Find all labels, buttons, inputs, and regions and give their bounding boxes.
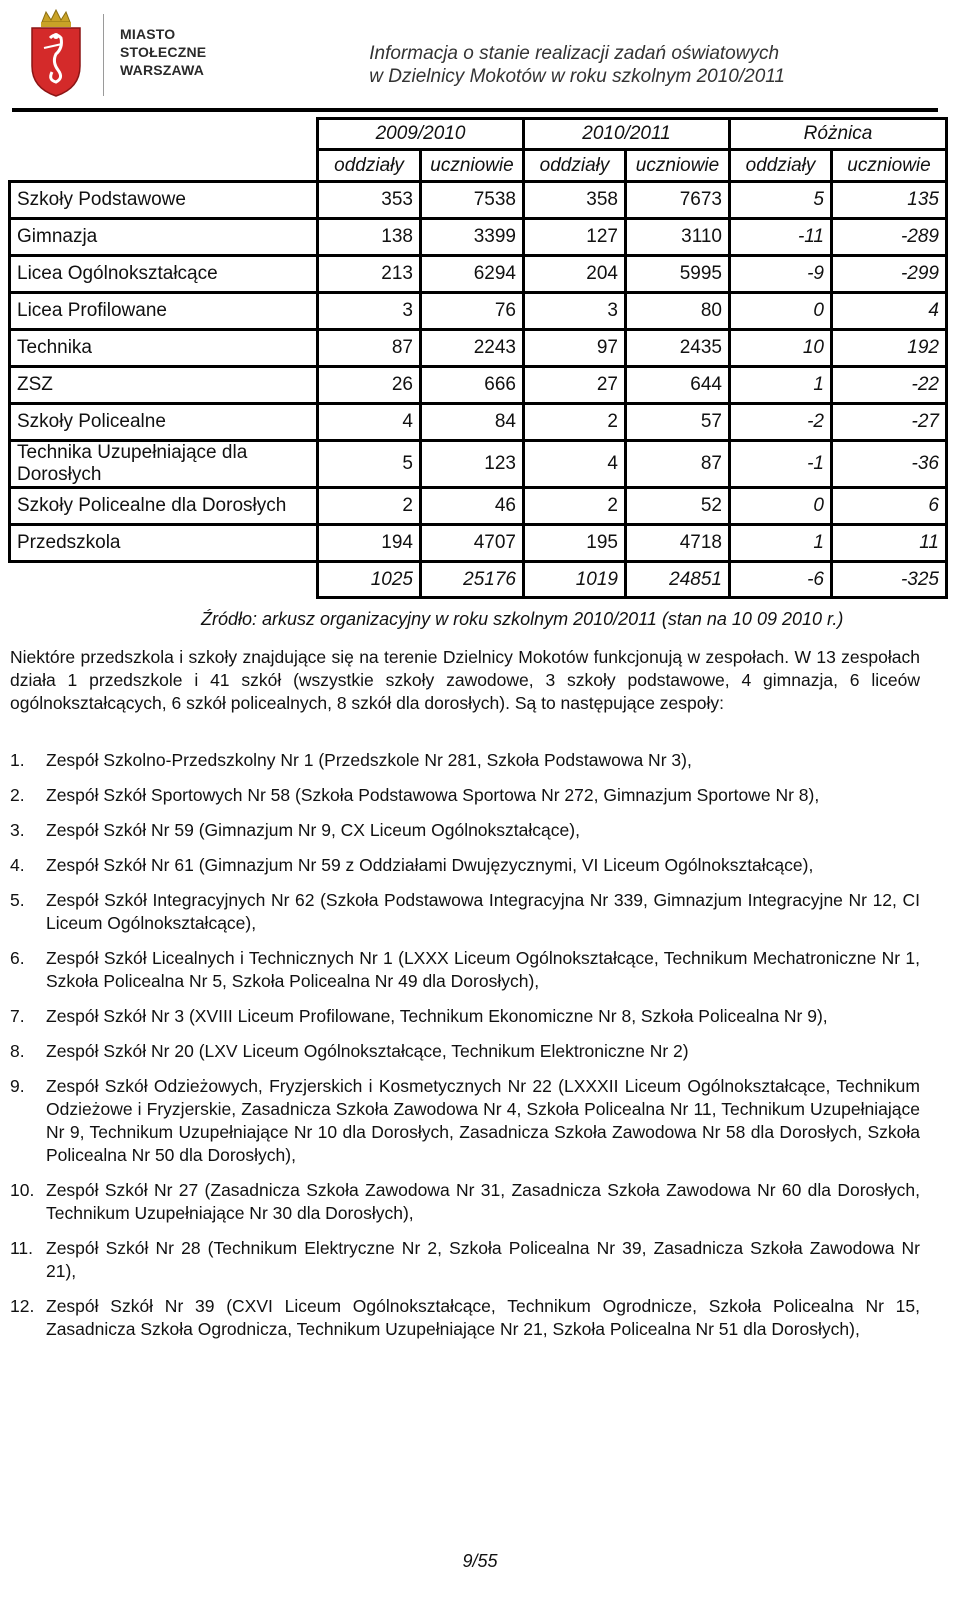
table-row	[10, 219, 947, 256]
difference-cell: -27	[832, 404, 947, 441]
value-cell: 127	[524, 219, 626, 256]
difference-header: Różnica	[730, 119, 947, 150]
value-cell: 213	[318, 256, 421, 293]
year-header: 2009/2010	[318, 119, 524, 150]
list-item-text: Zespół Szkół Nr 61 (Gimnazjum Nr 59 z Oddziałami Dwujęzycznymi, VI Liceum Ogólnokształcące),	[46, 855, 814, 875]
value-cell: 57	[626, 404, 730, 441]
difference-cell: 135	[832, 182, 947, 219]
difference-cell: 0	[730, 488, 832, 525]
document-title-line-2: w Dzielnicy Mokotów w roku szkolnym 2010/2011	[369, 66, 785, 87]
list-item-number: 6.	[10, 948, 25, 968]
difference-cell: 11	[832, 525, 947, 562]
difference-cell: 0	[730, 293, 832, 330]
difference-cell: -289	[832, 219, 947, 256]
value-cell: 2435	[626, 330, 730, 367]
value-cell: 27	[524, 367, 626, 404]
list-item	[10, 1040, 920, 1063]
total-cell: 1025	[318, 562, 421, 598]
value-cell: 2	[524, 488, 626, 525]
list-item-number: 3.	[10, 820, 25, 840]
value-cell: 7673	[626, 182, 730, 219]
table-source-note: Źródło: arkusz organizacyjny w roku szkolnym 2010/2011 (stan na 10 09 2010 r.)	[201, 609, 844, 629]
value-cell: 3	[524, 293, 626, 330]
row-label: ZSZ	[10, 367, 318, 404]
value-cell: 4718	[626, 525, 730, 562]
list-item-number: 10.	[10, 1180, 35, 1200]
value-cell: 4707	[421, 525, 524, 562]
table-row	[10, 182, 947, 219]
document-title-line-1: Informacja o stanie realizacji zadań oświatowych	[369, 43, 780, 64]
logo-line-2: STOŁECZNE	[120, 44, 207, 60]
value-cell: 194	[318, 525, 421, 562]
value-cell: 87	[318, 330, 421, 367]
value-cell: 52	[626, 488, 730, 525]
list-item-number: 5.	[10, 890, 25, 910]
difference-cell: -9	[730, 256, 832, 293]
list-item	[10, 947, 920, 993]
value-cell: 358	[524, 182, 626, 219]
list-item	[10, 1237, 920, 1283]
value-cell: 84	[421, 404, 524, 441]
value-cell: 46	[421, 488, 524, 525]
difference-cell: -36	[832, 441, 947, 488]
row-label: Gimnazja	[10, 219, 318, 256]
value-cell: 138	[318, 219, 421, 256]
value-cell: 5995	[626, 256, 730, 293]
column-header: uczniowie	[626, 150, 730, 182]
header-divider	[103, 14, 104, 96]
list-item	[10, 1295, 920, 1341]
value-cell: 2	[318, 488, 421, 525]
list-item-text: Zespół Szkół Nr 28 (Technikum Elektryczne Nr 2, Szkoła Policealna Nr 39, Zasadnicza Szkoła Zawodowa Nr 21),	[46, 1238, 920, 1281]
list-item	[10, 1005, 920, 1028]
value-cell: 3110	[626, 219, 730, 256]
list-item	[10, 819, 920, 842]
difference-cell: 1	[730, 367, 832, 404]
list-item-number: 12.	[10, 1296, 35, 1316]
difference-cell: 5	[730, 182, 832, 219]
list-item-text: Zespół Szkół Sportowych Nr 58 (Szkoła Podstawowa Sportowa Nr 272, Gimnazjum Sportowe Nr 8),	[46, 785, 820, 805]
value-cell: 3	[318, 293, 421, 330]
value-cell: 5	[318, 441, 421, 488]
difference-cell: 6	[832, 488, 947, 525]
table-year-header-row	[10, 119, 947, 150]
value-cell: 4	[524, 441, 626, 488]
list-item	[10, 889, 920, 935]
list-item-number: 11.	[10, 1238, 34, 1258]
total-cell: -325	[832, 562, 947, 598]
list-item-number: 1.	[10, 750, 25, 770]
list-item-text: Zespół Szkół Nr 3 (XVIII Liceum Profilowane, Technikum Ekonomiczne Nr 8, Szkoła Policealna Nr 9),	[46, 1006, 828, 1026]
list-item-text: Zespół Szkół Odzieżowych, Fryzjerskich i Kosmetycznych Nr 22 (LXXXII Liceum Ogólnokształcące, Technikum Odzieżowe i Fryzjerskie, Zasadnicza Szkoła Zawodowa Nr 4, Szkoła Policealna Nr 11, Technikum Uzupełniające Nr 9, Technikum Uzupełniające Nr 10 dla Dorosłych, Zasadnicza Szkoła Zawodowa Nr 58 dla Dorosłych, Szkoła Policealna Nr 50 dla Dorosłych),	[46, 1076, 920, 1165]
column-header: uczniowie	[421, 150, 524, 182]
list-item-text: Zespół Szkół Nr 27 (Zasadnicza Szkoła Zawodowa Nr 31, Zasadnicza Szkoła Zawodowa Nr 60 dla Dorosłych, Technikum Uzupełniające Nr 30 dla Dorosłych),	[46, 1180, 920, 1223]
row-label: Licea Profilowane	[10, 293, 318, 330]
list-item-text: Zespół Szkół Integracyjnych Nr 62 (Szkoła Podstawowa Integracyjna Nr 339, Gimnazjum Integracyjne Nr 12, CI Liceum Ogólnokształcące),	[46, 890, 920, 933]
value-cell: 87	[626, 441, 730, 488]
logo-line-1: MIASTO	[120, 26, 176, 42]
list-item-number: 8.	[10, 1041, 25, 1061]
row-label: Technika Uzupełniające dla Dorosłych	[10, 441, 318, 488]
list-item-text: Zespół Szkół Nr 59 (Gimnazjum Nr 9, CX Liceum Ogólnokształcące),	[46, 820, 580, 840]
total-cell: 1019	[524, 562, 626, 598]
value-cell: 26	[318, 367, 421, 404]
list-item-number: 7.	[10, 1006, 25, 1026]
value-cell: 97	[524, 330, 626, 367]
difference-cell: -1	[730, 441, 832, 488]
difference-cell: 4	[832, 293, 947, 330]
document-title	[369, 42, 785, 88]
year-header: 2010/2011	[524, 119, 730, 150]
list-item	[10, 1179, 920, 1225]
total-cell: 24851	[626, 562, 730, 598]
row-label: Szkoły Policealne dla Dorosłych	[10, 488, 318, 525]
total-cell: -6	[730, 562, 832, 598]
difference-cell: 10	[730, 330, 832, 367]
list-item-number: 4.	[10, 855, 25, 875]
list-item	[10, 854, 920, 877]
value-cell: 3399	[421, 219, 524, 256]
value-cell: 80	[626, 293, 730, 330]
table-row	[10, 404, 947, 441]
list-item-text: Zespół Szkół Nr 20 (LXV Liceum Ogólnokształcące, Technikum Elektroniczne Nr 2)	[46, 1041, 689, 1061]
value-cell: 644	[626, 367, 730, 404]
table-subheader-row	[10, 150, 947, 182]
value-cell: 4	[318, 404, 421, 441]
header-rule	[12, 108, 938, 112]
city-logo-text	[120, 25, 206, 79]
list-item-number: 2.	[10, 785, 25, 805]
list-item-number: 9.	[10, 1076, 25, 1096]
difference-cell: -22	[832, 367, 947, 404]
difference-cell: -299	[832, 256, 947, 293]
value-cell: 6294	[421, 256, 524, 293]
value-cell: 195	[524, 525, 626, 562]
column-header: oddziały	[318, 150, 421, 182]
row-label: Przedszkola	[10, 525, 318, 562]
table-row	[10, 256, 947, 293]
intro-paragraph: Niektóre przedszkola i szkoły znajdujące się na terenie Dzielnicy Mokotów funkcjonują w zespołach. W 13 zespołach działa 1 przedszkole i 41 szkół (wszystkie szkoły zawodowe, 3 szkoły podstawowe, 4 gimnazja, 6 liceów ogólnokształcących, 6 szkół policealnych, 8 szkół dla dorosłych). Są to następujące zespoły:	[10, 647, 920, 713]
page-number: 9/55	[462, 1551, 498, 1571]
list-item	[10, 784, 920, 807]
table-totals-row	[10, 562, 947, 598]
difference-cell: -11	[730, 219, 832, 256]
row-label: Szkoły Podstawowe	[10, 182, 318, 219]
table-row	[10, 367, 947, 404]
table-row	[10, 330, 947, 367]
list-item	[10, 1075, 920, 1167]
school-complexes-list	[10, 749, 920, 1353]
value-cell: 123	[421, 441, 524, 488]
table-row	[10, 488, 947, 525]
table-row	[10, 525, 947, 562]
column-header: oddziały	[730, 150, 832, 182]
list-item-text: Zespół Szkół Licealnych i Technicznych Nr 1 (LXXX Liceum Ogólnokształcące, Technikum Mechatroniczne Nr 1, Szkoła Policealna Nr 5, Szkoła Policealna Nr 49 dla Dorosłych),	[46, 948, 920, 991]
value-cell: 204	[524, 256, 626, 293]
column-header: oddziały	[524, 150, 626, 182]
value-cell: 2	[524, 404, 626, 441]
row-label: Szkoły Policealne	[10, 404, 318, 441]
value-cell: 7538	[421, 182, 524, 219]
row-label: Licea Ogólnokształcące	[10, 256, 318, 293]
warsaw-crest-logo	[28, 8, 84, 98]
school-statistics-table	[8, 117, 948, 599]
row-label: Technika	[10, 330, 318, 367]
list-item-text: Zespół Szkół Nr 39 (CXVI Liceum Ogólnokształcące, Technikum Ogrodnicze, Szkoła Policealna Nr 15, Zasadnicza Szkoła Ogrodnicza, Technikum Uzupełniające Nr 21, Szkoła Policealna Nr 51 dla Dorosłych),	[46, 1296, 920, 1339]
difference-cell: 192	[832, 330, 947, 367]
difference-cell: -2	[730, 404, 832, 441]
value-cell: 76	[421, 293, 524, 330]
table-row	[10, 293, 947, 330]
list-item	[10, 749, 920, 772]
logo-line-3: WARSZAWA	[120, 62, 205, 78]
total-cell: 25176	[421, 562, 524, 598]
value-cell: 353	[318, 182, 421, 219]
column-header: uczniowie	[832, 150, 947, 182]
value-cell: 2243	[421, 330, 524, 367]
list-item-text: Zespół Szkolno-Przedszkolny Nr 1 (Przedszkole Nr 281, Szkoła Podstawowa Nr 3),	[46, 750, 692, 770]
table-row	[10, 441, 947, 488]
difference-cell: 1	[730, 525, 832, 562]
value-cell: 666	[421, 367, 524, 404]
